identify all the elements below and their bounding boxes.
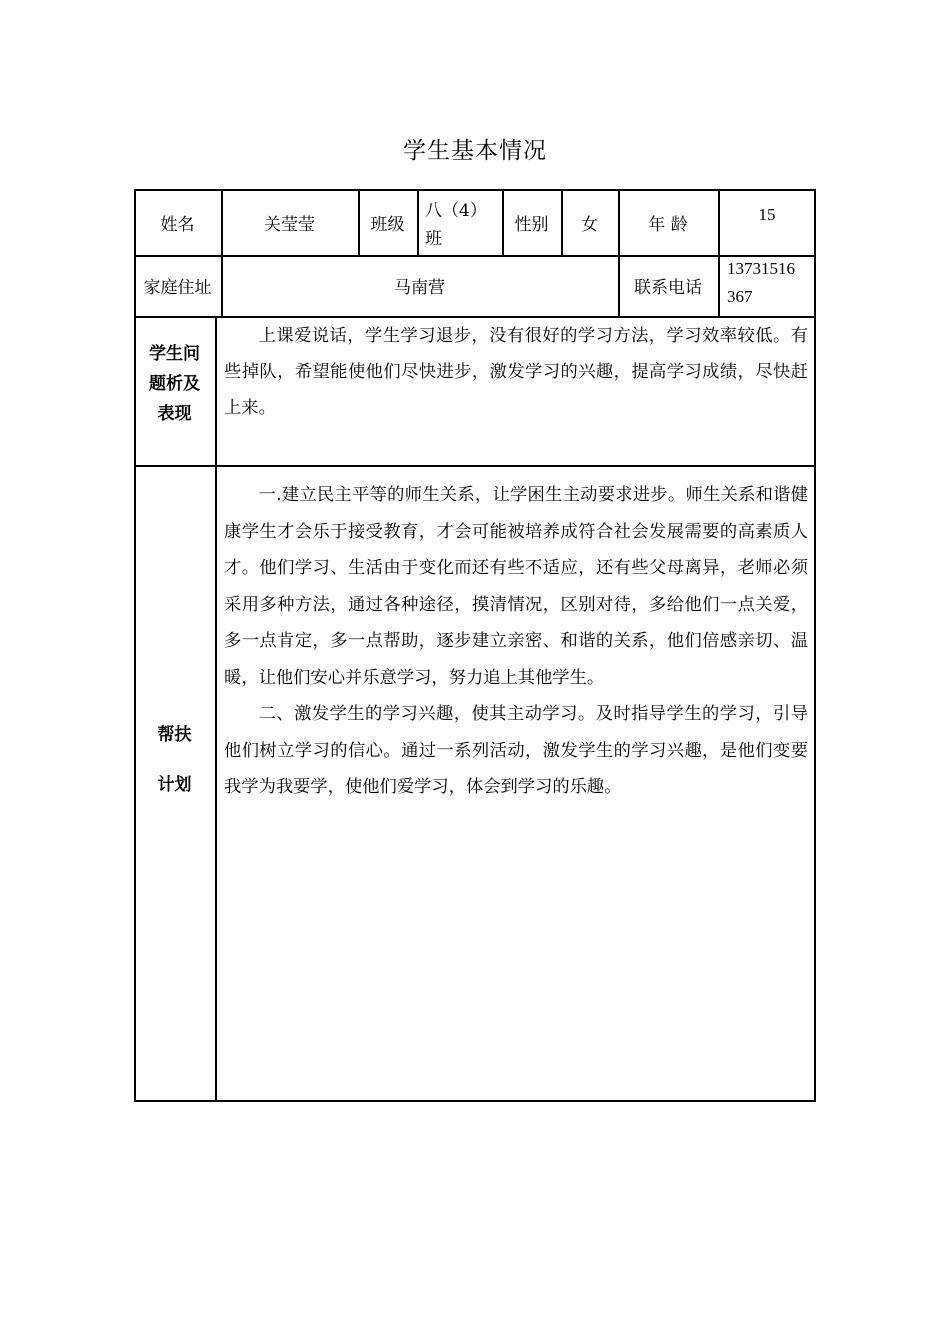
page-title: 学生基本情况	[403, 138, 547, 164]
address-value: 马南营	[394, 278, 445, 298]
col-divider	[417, 189, 419, 255]
analysis-label-line2: 题析及	[149, 373, 200, 394]
gender-value: 女	[581, 214, 598, 235]
plan-content	[224, 477, 808, 1097]
class-value	[425, 197, 502, 255]
plan-label-line1: 帮扶	[157, 725, 192, 745]
analysis-text: 上课爱说话，学生学习退步，没有很好的学习方法，学习效率较低。有些掉队，希望能使他们尽快进步，激发学习的兴趣，提高学习成绩，尽快赶上来。	[224, 326, 808, 418]
analysis-label	[134, 316, 215, 465]
phone-value	[727, 255, 816, 316]
plan-paragraph-1: 一.建立民主平等的师生关系，让学困生主动要求进步。师生关系和谐健康学生才会乐于接受教育，才会可能被培养成符合社会发展需要的高素质人才。他们学习、生活由于变化而还有些不适应，还有些父母离异，老师必须采用多种方法，通过各种途径，摸清情况，区别对待，多给他们一点关爱，多一点肯定，多一点帮助，逐步建立亲密、和谐的关系，他们倍感亲切、温暖，让他们安心并乐意学习，努力追上其他学生。	[224, 485, 808, 688]
row-divider	[134, 465, 816, 467]
age-value: 15	[758, 205, 776, 224]
class-value-line1: 八（4）	[425, 201, 487, 221]
col-divider	[215, 316, 217, 1102]
class-value-line2: 班	[425, 229, 442, 249]
gender-label: 性别	[514, 214, 549, 235]
phone-label: 联系电话	[634, 278, 702, 298]
analysis-content	[224, 318, 808, 463]
phone-value-line2: 367	[727, 287, 753, 306]
plan-label-line2: 计划	[157, 775, 192, 795]
age-label: 年 龄	[648, 214, 688, 235]
class-label: 班级	[370, 214, 405, 235]
address-label: 家庭住址	[143, 278, 212, 298]
analysis-label-line3: 表现	[157, 403, 192, 424]
name-label: 姓名	[160, 214, 195, 235]
name-value: 关莹莹	[264, 214, 315, 235]
plan-label	[134, 710, 215, 800]
plan-paragraph-2: 二、激发学生的学习兴趣，使其主动学习。及时指导学生的学习，引导他们树立学习的信心。通过一系列活动，激发学生的学习兴趣，是他们变要我学为我要学，使他们爱学习，体会到学习的乐趣。	[224, 704, 808, 797]
analysis-label-line1: 学生问	[149, 343, 200, 364]
phone-value-line1: 13731516	[727, 259, 795, 278]
